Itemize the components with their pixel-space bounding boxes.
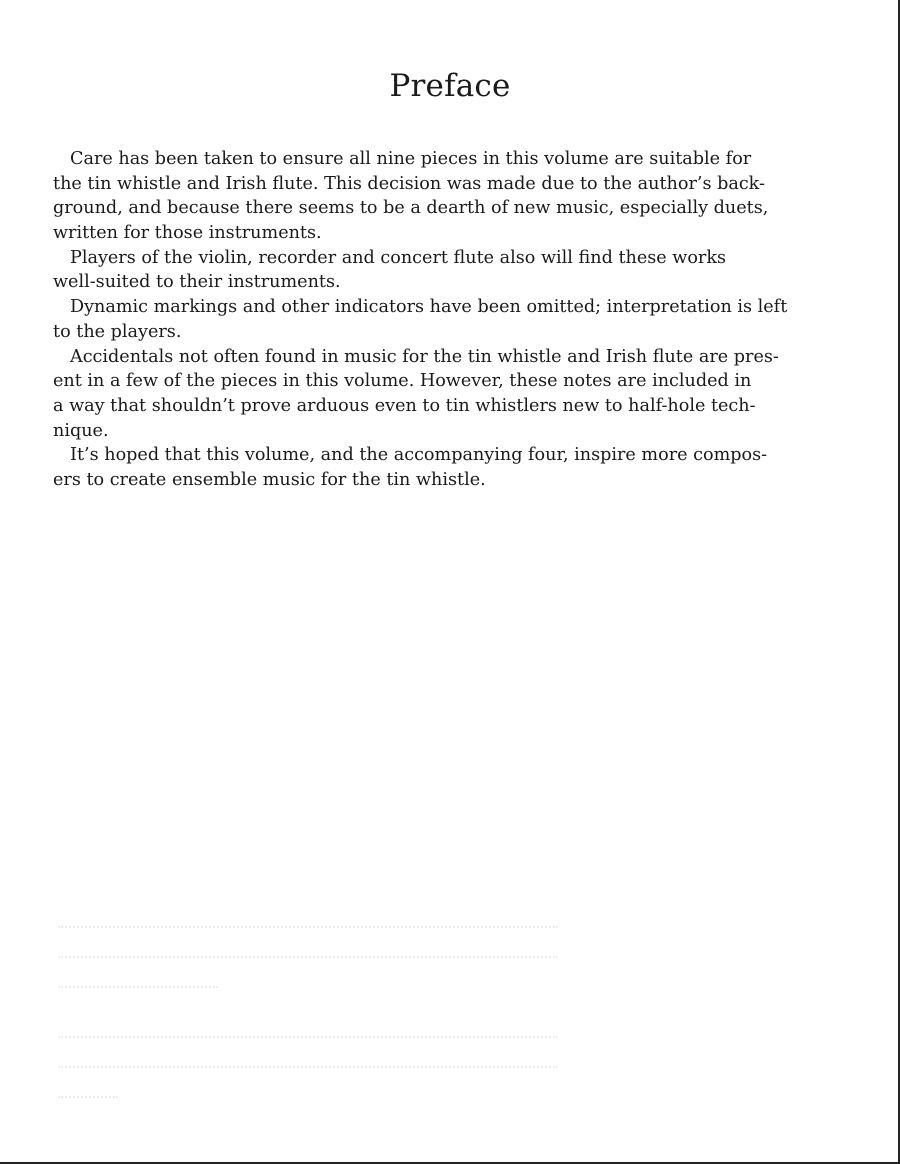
text-line: a way that shouldn’t prove arduous even to tin whistlers new to half-hole tech- xyxy=(53,395,756,416)
show-through-line xyxy=(58,1068,118,1098)
text-line: Players of the violin, recorder and concert flute also will find these works xyxy=(70,247,727,268)
text-line: well-suited to their instruments. xyxy=(53,272,341,293)
show-through-line xyxy=(58,1008,558,1038)
text-line: ground, and because there seems to be a dearth of new music, especially duets, xyxy=(53,198,769,219)
text-line: the tin whistle and Irish flute. This decision was made due to the author’s back- xyxy=(53,173,765,194)
text-line: to the players. xyxy=(53,321,182,342)
text-line: Accidentals not often found in music for the tin whistle and Irish flute are pres- xyxy=(70,346,779,367)
show-through-line xyxy=(58,928,558,958)
text-line: nique. xyxy=(53,420,109,441)
show-through-block xyxy=(58,898,558,988)
page-title: Preface xyxy=(389,68,511,104)
preface-body xyxy=(53,147,853,493)
text-line: Care has been taken to ensure all nine pieces in this volume are suitable for xyxy=(70,149,752,169)
show-through-line xyxy=(58,1038,558,1068)
text-line: ers to create ensemble music for the tin whistle. xyxy=(53,469,486,490)
show-through-line xyxy=(58,958,218,988)
text-line: written for those instruments. xyxy=(53,223,322,244)
text-line: It’s hoped that this volume, and the accompanying four, inspire more compos- xyxy=(70,445,768,466)
show-through-block xyxy=(58,1008,558,1098)
text-line: Dynamic markings and other indicators have been omitted; interpretation is left xyxy=(70,297,788,318)
show-through-line xyxy=(58,898,558,928)
text-line: ent in a few of the pieces in this volume. However, these notes are included in xyxy=(53,371,752,392)
